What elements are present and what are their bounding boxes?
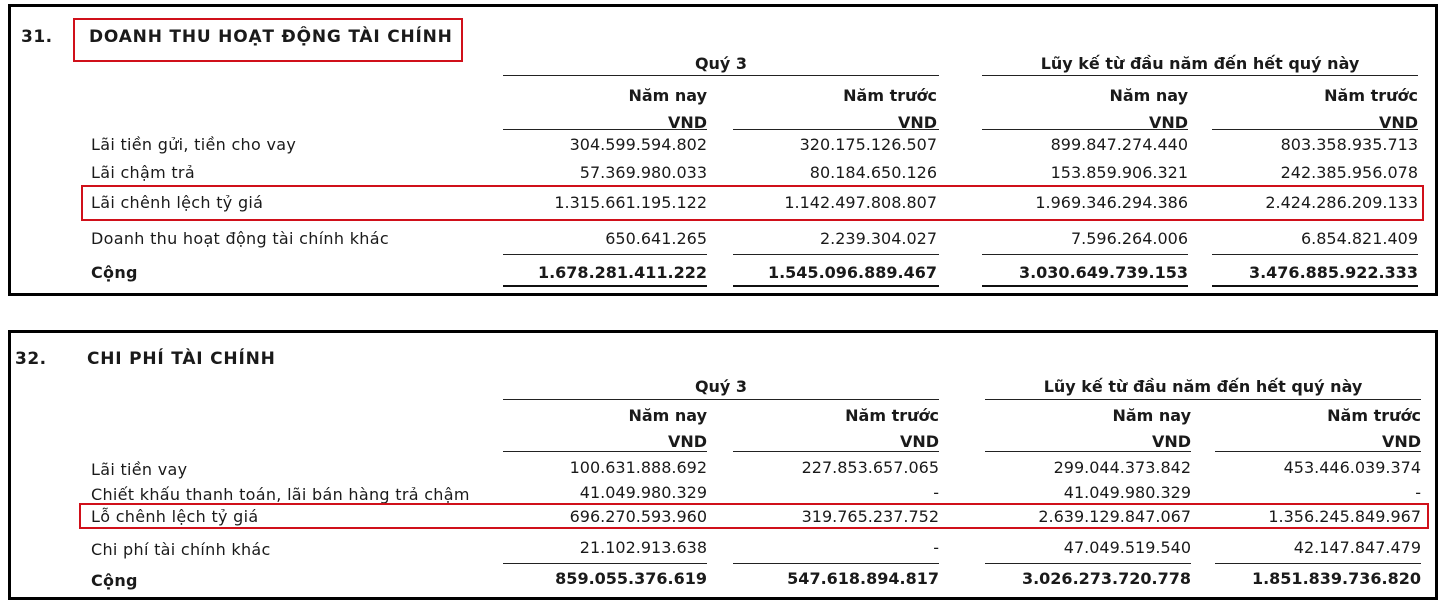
cell-value: 803.358.935.713: [1280, 135, 1418, 154]
total-top-rule: [982, 254, 1188, 255]
cell-value: 696.270.593.960: [569, 507, 707, 526]
cell-value: 299.044.373.842: [1053, 458, 1191, 477]
group-underline-quarter: [503, 75, 939, 76]
row-label: Doanh thu hoạt động tài chính khác: [91, 229, 389, 248]
cell-value: 453.446.039.374: [1283, 458, 1421, 477]
cell-value: 6.854.821.409: [1300, 229, 1418, 248]
section-title: CHI PHÍ TÀI CHÍNH: [87, 349, 276, 369]
total-top-rule: [1212, 254, 1418, 255]
header-underline: [1212, 129, 1418, 130]
group-header-quarter: Quý 3: [694, 377, 748, 396]
group-underline-ytd: [982, 75, 1418, 76]
cell-value: 2.424.286.209.133: [1265, 193, 1418, 212]
cell-value: 1.969.346.294.386: [1035, 193, 1188, 212]
cell-value: 153.859.906.321: [1050, 163, 1188, 182]
cell-value: 650.641.265: [605, 229, 707, 248]
section-number: 32.: [15, 349, 47, 369]
header-underline: [1215, 451, 1421, 452]
group-underline-ytd: [985, 399, 1421, 400]
cell-value: 1.142.497.808.807: [784, 193, 937, 212]
total-label: Cộng: [91, 263, 138, 282]
col-header-ytd-this-year: Năm nay: [1109, 86, 1188, 105]
cell-value: 319.765.237.752: [801, 507, 939, 526]
currency-label: VND: [667, 113, 707, 132]
col-header-quarter-last-year: Năm trước: [845, 406, 939, 425]
total-value: 1.851.839.736.820: [1251, 569, 1421, 588]
cell-value: 47.049.519.540: [1063, 538, 1191, 557]
cell-value: 80.184.650.126: [809, 163, 937, 182]
col-header-quarter-last-year: Năm trước: [843, 86, 937, 105]
total-double-rule: [1212, 285, 1418, 287]
cell-value: 100.631.888.692: [569, 458, 707, 477]
total-value: 3.030.649.739.153: [1018, 263, 1188, 282]
total-value: 3.476.885.922.333: [1248, 263, 1418, 282]
total-double-rule: [982, 285, 1188, 287]
currency-label: VND: [1148, 113, 1188, 132]
total-top-rule: [503, 254, 707, 255]
note-32-financial-expenses-panel: [8, 330, 1438, 600]
col-header-ytd-this-year: Năm nay: [1112, 406, 1191, 425]
group-header-quarter: Quý 3: [694, 54, 748, 73]
cell-value: 41.049.980.329: [579, 483, 707, 502]
cell-value: 242.385.956.078: [1280, 163, 1418, 182]
cell-value: 1.356.245.849.967: [1268, 507, 1421, 526]
currency-label: VND: [899, 432, 939, 451]
header-underline: [503, 129, 707, 130]
total-value: 3.026.273.720.778: [1021, 569, 1191, 588]
currency-label: VND: [1151, 432, 1191, 451]
col-header-quarter-this-year: Năm nay: [628, 406, 707, 425]
section-number: 31.: [21, 27, 53, 47]
row-label: Chi phí tài chính khác: [91, 540, 271, 559]
total-top-rule: [733, 563, 939, 564]
total-top-rule: [503, 563, 707, 564]
cell-value: 320.175.126.507: [799, 135, 937, 154]
row-label: Lãi tiền gửi, tiền cho vay: [91, 135, 297, 154]
currency-label: VND: [897, 113, 937, 132]
currency-label: VND: [1378, 113, 1418, 132]
cell-value: 304.599.594.802: [569, 135, 707, 154]
row-label: Lãi chênh lệch tỷ giá: [91, 193, 264, 212]
header-underline: [985, 451, 1191, 452]
cell-value: 42.147.847.479: [1293, 538, 1421, 557]
cell-value: 7.596.264.006: [1070, 229, 1188, 248]
total-top-rule: [985, 563, 1191, 564]
total-value: 1.545.096.889.467: [767, 263, 937, 282]
total-top-rule: [1215, 563, 1421, 564]
cell-value: -: [1415, 483, 1421, 502]
note-31-financial-income-panel: [8, 4, 1438, 296]
cell-value: -: [933, 483, 939, 502]
currency-label: VND: [1381, 432, 1421, 451]
header-underline: [503, 451, 707, 452]
total-double-rule: [503, 285, 707, 287]
col-header-ytd-last-year: Năm trước: [1327, 406, 1421, 425]
total-value: 547.618.894.817: [787, 569, 939, 588]
group-header-ytd: Lũy kế từ đầu năm đến hết quý này: [1043, 377, 1363, 396]
cell-value: 21.102.913.638: [579, 538, 707, 557]
section-title: DOANH THU HOẠT ĐỘNG TÀI CHÍNH: [89, 27, 453, 47]
currency-label: VND: [667, 432, 707, 451]
col-header-quarter-this-year: Năm nay: [628, 86, 707, 105]
header-underline: [733, 129, 939, 130]
header-underline: [982, 129, 1188, 130]
col-header-ytd-last-year: Năm trước: [1324, 86, 1418, 105]
total-top-rule: [733, 254, 939, 255]
total-value: 859.055.376.619: [555, 569, 707, 588]
cell-value: 57.369.980.033: [579, 163, 707, 182]
cell-value: 2.639.129.847.067: [1038, 507, 1191, 526]
cell-value: 2.239.304.027: [819, 229, 937, 248]
cell-value: 899.847.274.440: [1050, 135, 1188, 154]
total-double-rule: [733, 285, 939, 287]
row-label: Lỗ chênh lệch tỷ giá: [91, 507, 259, 526]
cell-value: 227.853.657.065: [801, 458, 939, 477]
row-label: Chiết khấu thanh toán, lãi bán hàng trả chậm: [91, 485, 470, 504]
group-header-ytd: Lũy kế từ đầu năm đến hết quý này: [1040, 54, 1360, 73]
total-value: 1.678.281.411.222: [537, 263, 707, 282]
cell-value: 1.315.661.195.122: [554, 193, 707, 212]
header-underline: [733, 451, 939, 452]
total-label: Cộng: [91, 571, 138, 590]
row-label: Lãi chậm trả: [91, 163, 195, 182]
cell-value: -: [933, 538, 939, 557]
cell-value: 41.049.980.329: [1063, 483, 1191, 502]
row-label: Lãi tiền vay: [91, 460, 188, 479]
group-underline-quarter: [503, 399, 939, 400]
